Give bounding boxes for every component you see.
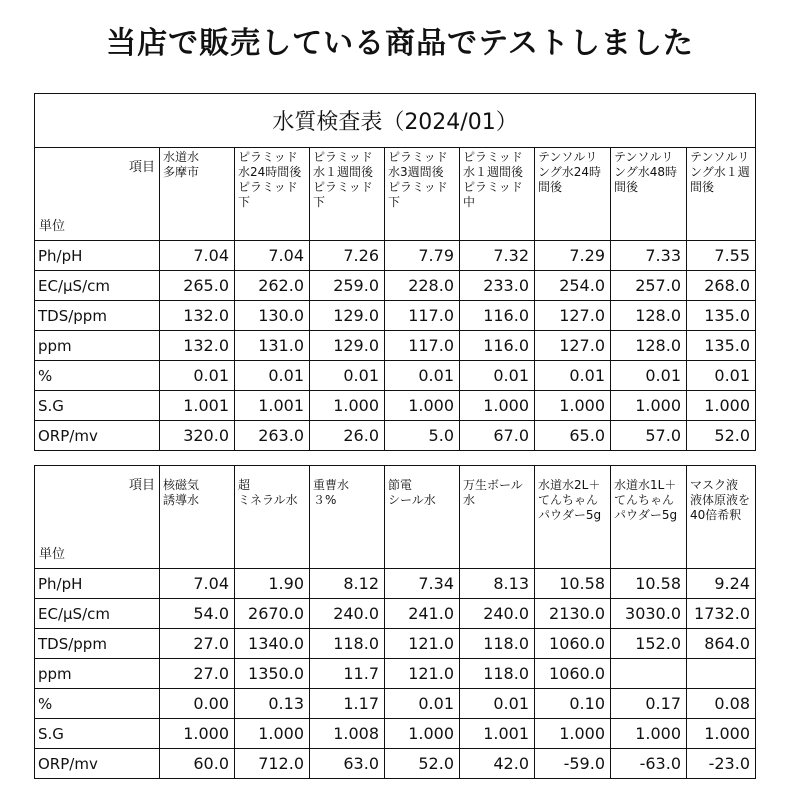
- table-row: [35, 629, 756, 659]
- value-cell: 8.12: [310, 569, 385, 599]
- value-cell: 1340.0: [235, 629, 310, 659]
- value-cell: 1.90: [235, 569, 310, 599]
- value-cell: 121.0: [385, 659, 460, 689]
- value-cell: 1.000: [611, 719, 687, 749]
- column-header: [460, 466, 535, 569]
- value-cell: 121.0: [385, 629, 460, 659]
- column-header-line: 多摩市: [163, 165, 200, 179]
- row-label: TDS/ppm: [35, 301, 160, 331]
- column-header: [160, 148, 235, 241]
- table-row: [35, 361, 756, 391]
- column-header: [235, 148, 310, 241]
- value-cell: 7.04: [160, 569, 235, 599]
- column-header-line: パウダー5g: [614, 508, 678, 522]
- column-header: [310, 466, 385, 569]
- column-header-line: 水道水1L＋: [614, 478, 677, 492]
- value-cell: 0.01: [611, 361, 687, 391]
- value-cell: 63.0: [310, 749, 385, 779]
- value-cell: 7.33: [611, 241, 687, 271]
- table-row: [35, 569, 756, 599]
- row-label: ppm: [35, 659, 160, 689]
- value-cell: 1.000: [310, 391, 385, 421]
- value-cell: 67.0: [460, 421, 535, 451]
- value-cell: 118.0: [310, 629, 385, 659]
- value-cell: 7.04: [235, 241, 310, 271]
- value-cell: 130.0: [235, 301, 310, 331]
- value-cell: 0.00: [160, 689, 235, 719]
- column-header: [310, 148, 385, 241]
- value-cell: 0.01: [385, 361, 460, 391]
- row-label: S.G: [35, 719, 160, 749]
- value-cell: 0.01: [687, 361, 756, 391]
- column-header-line: パウダー5g: [538, 508, 602, 522]
- value-cell: 8.13: [460, 569, 535, 599]
- value-cell: 7.34: [385, 569, 460, 599]
- column-header: [535, 148, 611, 241]
- value-cell: 7.29: [535, 241, 611, 271]
- column-header-line: 超: [238, 478, 251, 492]
- value-cell: -59.0: [535, 749, 611, 779]
- value-cell: 65.0: [535, 421, 611, 451]
- value-cell: 864.0: [687, 629, 756, 659]
- value-cell: 241.0: [385, 599, 460, 629]
- value-cell: 7.04: [160, 241, 235, 271]
- value-cell: 1.000: [460, 391, 535, 421]
- table-row: [35, 241, 756, 271]
- column-header-line: 水道水2L＋: [538, 478, 601, 492]
- row-label: EC/μS/cm: [35, 271, 160, 301]
- value-cell: 118.0: [460, 629, 535, 659]
- column-header-line: 水１週間後: [313, 165, 374, 179]
- value-cell: 233.0: [460, 271, 535, 301]
- value-cell: 0.01: [460, 689, 535, 719]
- value-cell: 7.32: [460, 241, 535, 271]
- value-cell: 54.0: [160, 599, 235, 629]
- value-cell: 131.0: [235, 331, 310, 361]
- value-cell: 254.0: [535, 271, 611, 301]
- column-header-line: 液体原液を: [690, 493, 751, 507]
- value-cell: 117.0: [385, 331, 460, 361]
- column-header-line: ピラミッド: [388, 180, 448, 194]
- value-cell: 263.0: [235, 421, 310, 451]
- value-cell: 27.0: [160, 659, 235, 689]
- value-cell: 257.0: [611, 271, 687, 301]
- unit-label: 単位: [39, 219, 66, 234]
- row-label: Ph/pH: [35, 241, 160, 271]
- column-header-line: テンソルリ: [690, 150, 750, 164]
- value-cell: 1.17: [310, 689, 385, 719]
- column-header: [611, 466, 687, 569]
- column-header-line: 節電: [388, 478, 413, 492]
- table-row: [35, 749, 756, 779]
- value-cell: 1350.0: [235, 659, 310, 689]
- value-cell: 268.0: [687, 271, 756, 301]
- corner-cell: [35, 466, 160, 569]
- table-row: [35, 659, 756, 689]
- column-header-line: ピラミッド: [463, 150, 523, 164]
- row-label: S.G: [35, 391, 160, 421]
- column-header-line: 重曹水: [313, 478, 350, 492]
- value-cell: 1060.0: [535, 629, 611, 659]
- row-label: ppm: [35, 331, 160, 361]
- value-cell: 10.58: [611, 569, 687, 599]
- value-cell: 1.000: [385, 719, 460, 749]
- value-cell: 1.008: [310, 719, 385, 749]
- column-header-line: マスク液: [690, 478, 739, 492]
- column-header-line: 間後: [614, 180, 639, 194]
- value-cell: [611, 659, 687, 689]
- column-header: [160, 466, 235, 569]
- column-header-line: 40倍希釈: [690, 508, 742, 522]
- column-header-line: 水１週間後: [463, 165, 524, 179]
- value-cell: 135.0: [687, 331, 756, 361]
- value-cell: 228.0: [385, 271, 460, 301]
- table-row: [35, 719, 756, 749]
- value-cell: 27.0: [160, 629, 235, 659]
- value-cell: 1.000: [535, 391, 611, 421]
- item-label: 項目: [128, 478, 155, 493]
- column-header-line: 水道水: [163, 150, 200, 164]
- row-label: Ph/pH: [35, 569, 160, 599]
- value-cell: 0.10: [535, 689, 611, 719]
- value-cell: 1.001: [160, 391, 235, 421]
- column-header-line: 下: [313, 195, 326, 209]
- value-cell: 7.79: [385, 241, 460, 271]
- value-cell: 320.0: [160, 421, 235, 451]
- value-cell: 1732.0: [687, 599, 756, 629]
- value-cell: 7.26: [310, 241, 385, 271]
- column-header: [385, 148, 460, 241]
- column-header-line: 間後: [690, 180, 715, 194]
- value-cell: 1.001: [235, 391, 310, 421]
- value-cell: 1.000: [535, 719, 611, 749]
- value-cell: 1.000: [160, 719, 235, 749]
- water-quality-table-1: [34, 93, 756, 451]
- value-cell: 712.0: [235, 749, 310, 779]
- row-label: ORP/mv: [35, 749, 160, 779]
- column-header-line: テンソルリ: [614, 150, 674, 164]
- column-header-line: 核磁気: [163, 478, 200, 492]
- value-cell: 0.01: [160, 361, 235, 391]
- column-header-line: 間後: [538, 180, 563, 194]
- row-label: TDS/ppm: [35, 629, 160, 659]
- column-header-line: ピラミッド: [313, 180, 373, 194]
- value-cell: 7.55: [687, 241, 756, 271]
- table-row: [35, 331, 756, 361]
- row-label: %: [35, 361, 160, 391]
- column-header-line: てんちゃん: [538, 493, 599, 507]
- column-header-line: ３%: [313, 493, 337, 507]
- value-cell: 118.0: [460, 659, 535, 689]
- table-row: [35, 689, 756, 719]
- value-cell: 1.000: [611, 391, 687, 421]
- value-cell: 240.0: [310, 599, 385, 629]
- value-cell: 116.0: [460, 301, 535, 331]
- water-quality-table-2: [34, 465, 756, 779]
- column-header: [611, 148, 687, 241]
- column-header-line: ピラミッド: [388, 150, 448, 164]
- row-label: %: [35, 689, 160, 719]
- value-cell: 57.0: [611, 421, 687, 451]
- value-cell: 152.0: [611, 629, 687, 659]
- value-cell: 0.01: [310, 361, 385, 391]
- value-cell: 1060.0: [535, 659, 611, 689]
- value-cell: 262.0: [235, 271, 310, 301]
- column-header-line: ミネラル水: [238, 493, 298, 507]
- value-cell: 10.58: [535, 569, 611, 599]
- value-cell: 1.000: [687, 391, 756, 421]
- column-header-line: ピラミッド: [463, 180, 523, 194]
- value-cell: 0.08: [687, 689, 756, 719]
- column-header-line: 水24時間後: [238, 165, 302, 179]
- column-header-line: 中: [463, 195, 476, 209]
- value-cell: 132.0: [160, 331, 235, 361]
- value-cell: 26.0: [310, 421, 385, 451]
- table-header-row: [35, 466, 756, 569]
- table-row: [35, 271, 756, 301]
- column-header: [460, 148, 535, 241]
- column-header-line: 水3週間後: [388, 165, 444, 179]
- value-cell: 129.0: [310, 301, 385, 331]
- row-label: EC/μS/cm: [35, 599, 160, 629]
- table-row: [35, 301, 756, 331]
- value-cell: 0.01: [535, 361, 611, 391]
- column-header-line: ング水48時: [614, 165, 678, 179]
- value-cell: 0.01: [235, 361, 310, 391]
- table-row: [35, 421, 756, 451]
- column-header: [687, 466, 756, 569]
- column-header-line: てんちゃん: [614, 493, 675, 507]
- table-row: [35, 599, 756, 629]
- value-cell: 132.0: [160, 301, 235, 331]
- value-cell: 11.7: [310, 659, 385, 689]
- column-header: [687, 148, 756, 241]
- column-header-line: 誘導水: [163, 493, 200, 507]
- value-cell: 2670.0: [235, 599, 310, 629]
- value-cell: 42.0: [460, 749, 535, 779]
- column-header-line: 下: [238, 195, 251, 209]
- row-label: ORP/mv: [35, 421, 160, 451]
- value-cell: [687, 659, 756, 689]
- column-header-line: 水: [463, 493, 476, 507]
- column-header-line: ピラミッド: [238, 150, 298, 164]
- item-label: 項目: [128, 160, 155, 175]
- page-headline: 当店で販売している商品でテストしました: [106, 26, 694, 61]
- value-cell: 127.0: [535, 301, 611, 331]
- column-header-line: ピラミッド: [313, 150, 373, 164]
- value-cell: 259.0: [310, 271, 385, 301]
- corner-cell: [35, 148, 160, 241]
- column-header: [535, 466, 611, 569]
- column-header-line: 万生ボール: [463, 478, 523, 492]
- value-cell: -63.0: [611, 749, 687, 779]
- value-cell: 127.0: [535, 331, 611, 361]
- value-cell: 265.0: [160, 271, 235, 301]
- table-title: 水質検査表（2024/01）: [35, 94, 756, 148]
- value-cell: 52.0: [385, 749, 460, 779]
- value-cell: 1.001: [460, 719, 535, 749]
- column-header-line: テンソルリ: [538, 150, 598, 164]
- value-cell: 1.000: [687, 719, 756, 749]
- column-header-line: ピラミッド: [238, 180, 298, 194]
- value-cell: 128.0: [611, 331, 687, 361]
- value-cell: 240.0: [460, 599, 535, 629]
- value-cell: 60.0: [160, 749, 235, 779]
- value-cell: -23.0: [687, 749, 756, 779]
- value-cell: 0.01: [460, 361, 535, 391]
- column-header-line: ング水１週: [690, 165, 750, 179]
- value-cell: 2130.0: [535, 599, 611, 629]
- value-cell: 9.24: [687, 569, 756, 599]
- value-cell: 128.0: [611, 301, 687, 331]
- table-header-row: [35, 148, 756, 241]
- value-cell: 0.13: [235, 689, 310, 719]
- table-row: [35, 391, 756, 421]
- value-cell: 129.0: [310, 331, 385, 361]
- value-cell: 3030.0: [611, 599, 687, 629]
- value-cell: 52.0: [687, 421, 756, 451]
- value-cell: 135.0: [687, 301, 756, 331]
- column-header-line: 下: [388, 195, 401, 209]
- unit-label: 単位: [39, 547, 66, 562]
- column-header: [385, 466, 460, 569]
- column-header-line: シール水: [388, 493, 436, 507]
- value-cell: 116.0: [460, 331, 535, 361]
- value-cell: 117.0: [385, 301, 460, 331]
- value-cell: 1.000: [235, 719, 310, 749]
- value-cell: 1.000: [385, 391, 460, 421]
- value-cell: 5.0: [385, 421, 460, 451]
- value-cell: 0.17: [611, 689, 687, 719]
- column-header: [235, 466, 310, 569]
- value-cell: 0.01: [385, 689, 460, 719]
- column-header-line: ング水24時: [538, 165, 602, 179]
